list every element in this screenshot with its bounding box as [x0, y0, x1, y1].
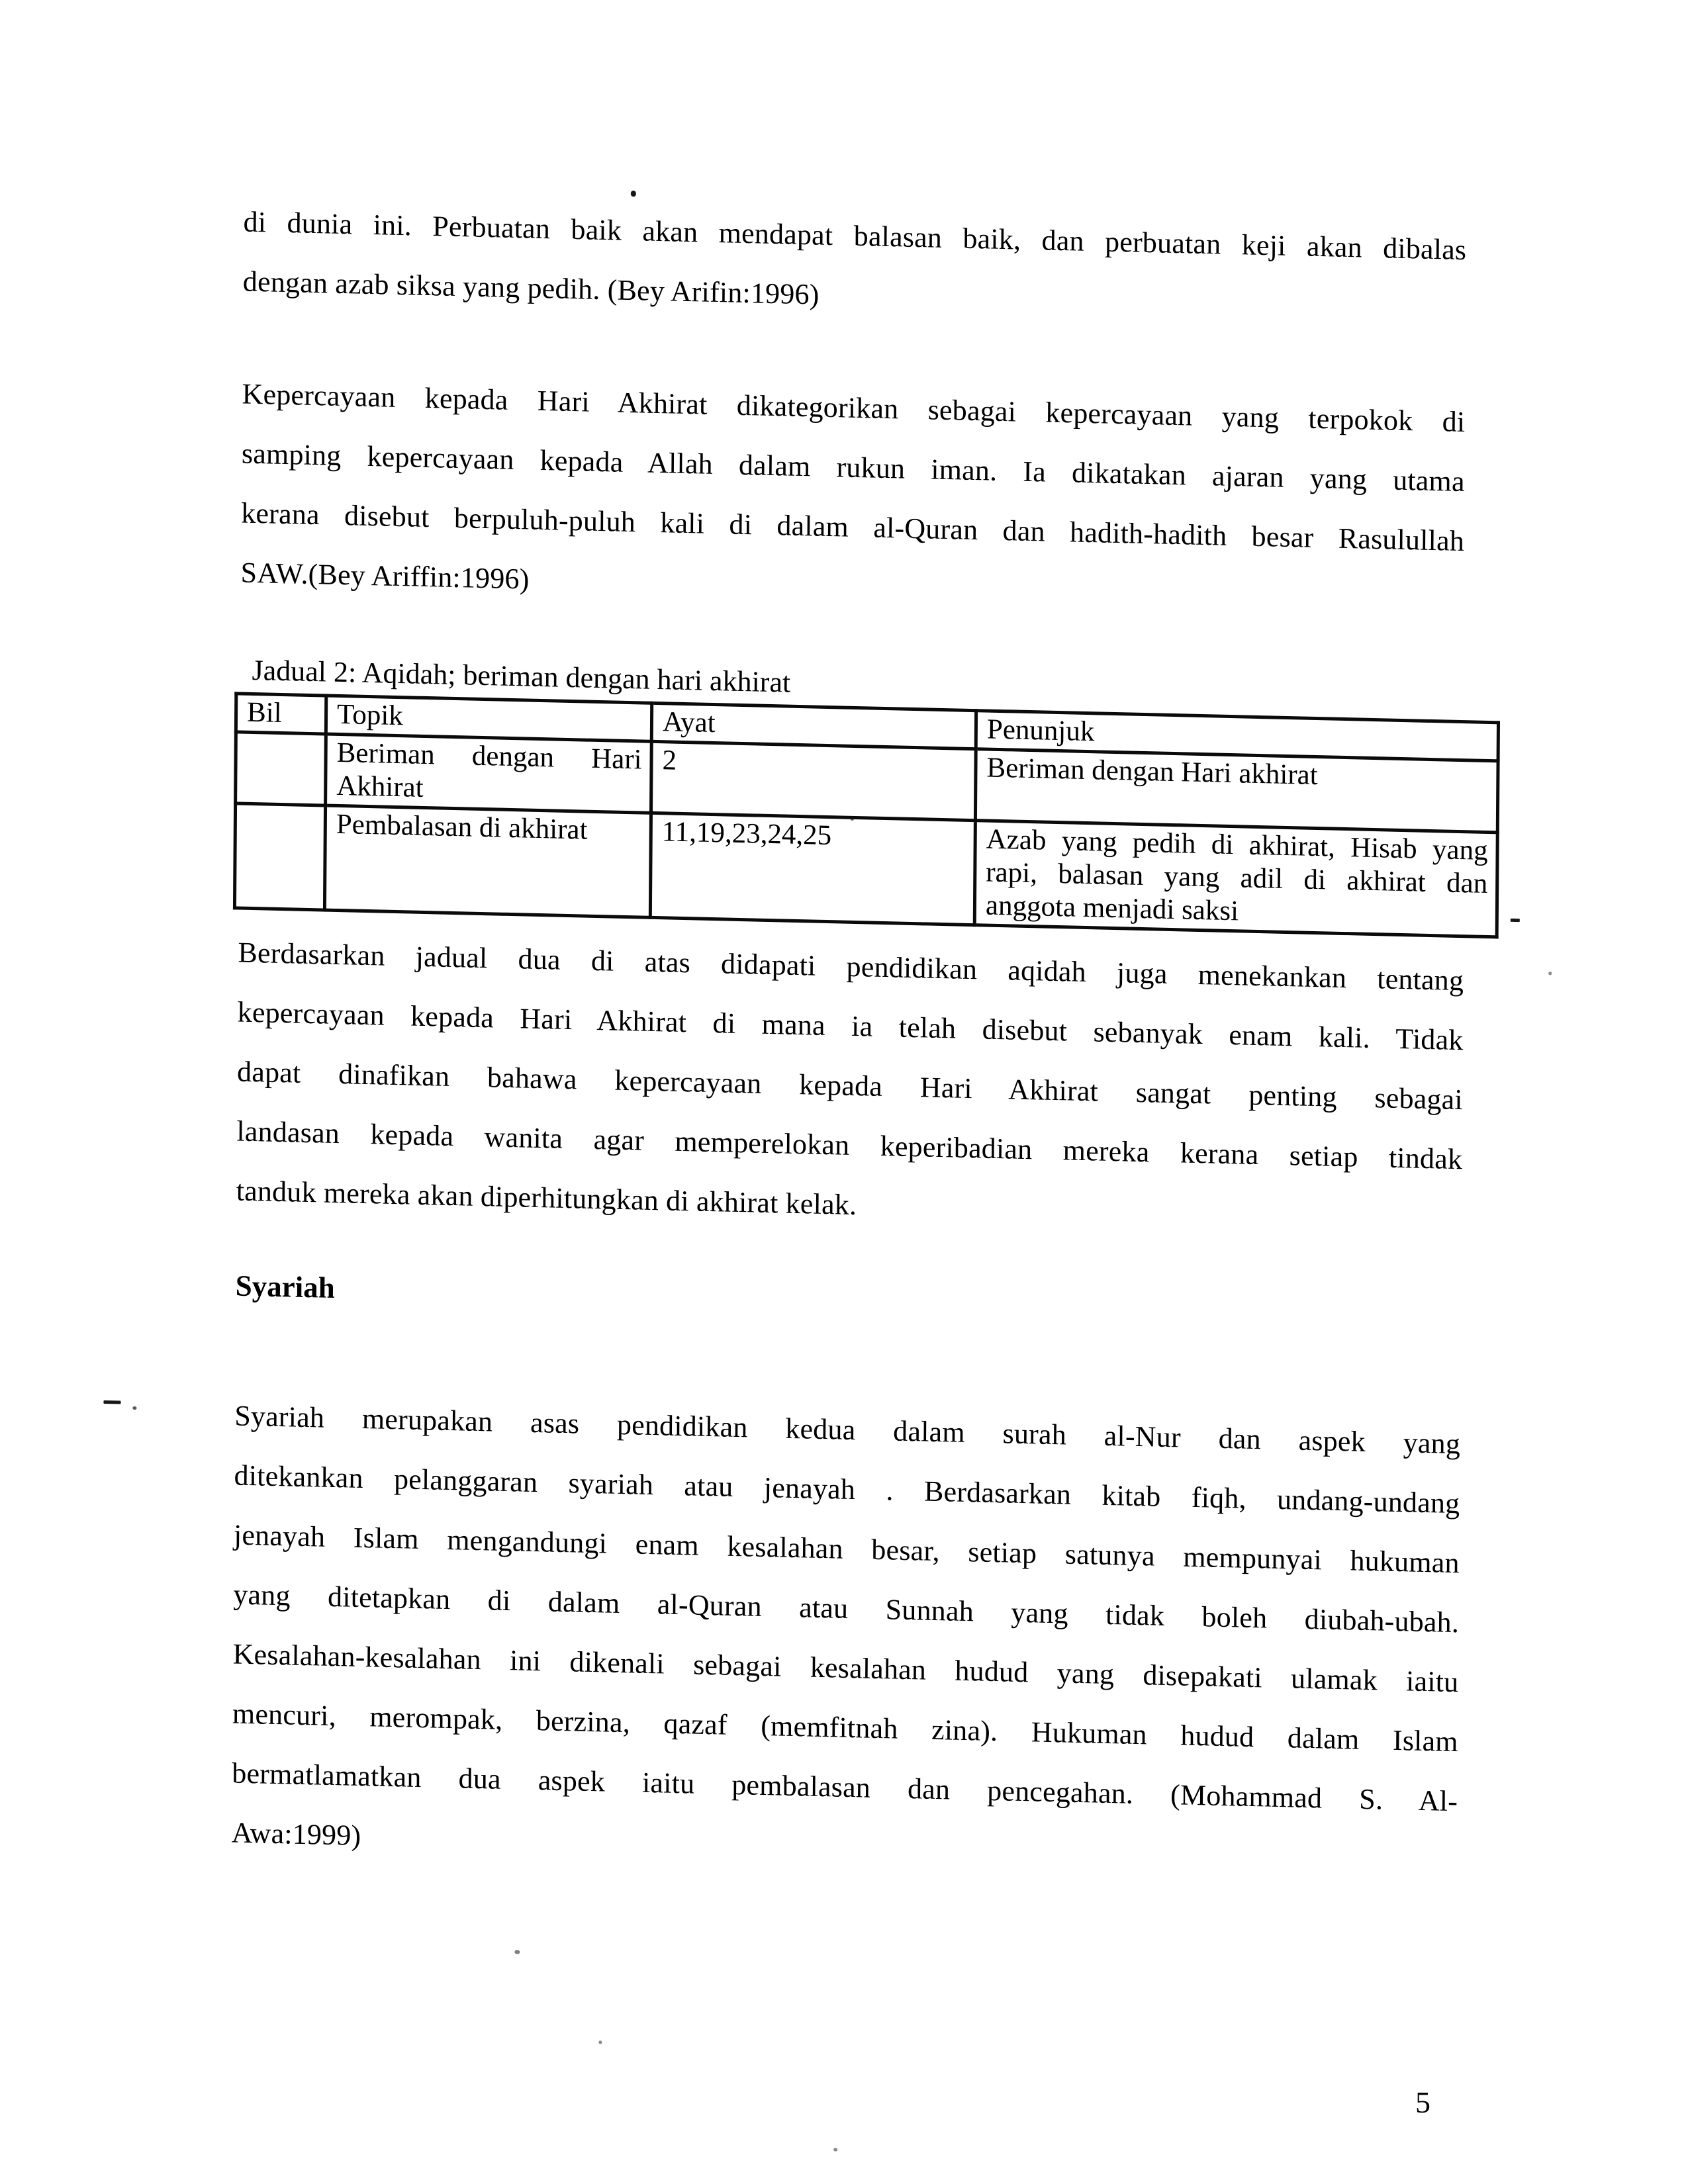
text-line: Awa:1999) [231, 1816, 361, 1852]
paragraph-1 [243, 193, 1467, 340]
scan-artifact [833, 2148, 837, 2152]
text-line: landasan kepada wanita agar memperelokan keperibadian mereka kerana setiap tindak [236, 1115, 1463, 1176]
cell-text-line: Pembalasan di akhirat [336, 808, 588, 846]
cell-text-line: Azab yang pedih di akhirat, Hisab yang [986, 823, 1488, 867]
paragraph-4 [231, 1387, 1460, 1891]
cell-ayat [651, 741, 976, 820]
text-line: Kesalahan-kesalahan ini dikenali sebagai kesalahan hudud yang disepakati ulamak iaitu [232, 1637, 1459, 1699]
cell-text-line: rapi, balasan yang adil di akhirat dan [986, 856, 1488, 900]
scan-artifact [1548, 972, 1552, 975]
cell-text-line: 11,19,23,24,25 [661, 816, 832, 852]
table-caption: Jadual 2: Aqidah; beriman dengan hari akhirat [252, 653, 791, 699]
aqidah-table [233, 692, 1500, 938]
cell-ayat [650, 813, 975, 925]
scan-artifact [514, 1950, 520, 1954]
cell-text-line: Akhirat [336, 770, 424, 803]
text-line: tanduk mereka akan diperhitungkan di akhirat kelak. [236, 1174, 857, 1222]
text-line: Berdasarkan jadual dua di atas didapati pendidikan aqidah juga menekankan tentang [238, 936, 1464, 997]
text-line: samping kepercayaan kepada Allah dalam rukun iman. Ia dikatakan ajaran yang utama [241, 437, 1465, 498]
cell-text-line: 2 [662, 745, 677, 776]
section-heading-syariah: Syariah [235, 1269, 335, 1304]
paragraph-2 [240, 365, 1465, 631]
text-line: dengan azab siksa yang pedih. (Bey Arifin:1996) [242, 265, 820, 311]
cell-topik [324, 805, 651, 917]
text-line: mencuri, merompak, berzina, qazaf (memfitnah zina). Hukuman hudud dalam Islam [232, 1697, 1458, 1758]
column-header-topik: Topik [326, 696, 651, 741]
text-line: yang ditetapkan di dalam al-Quran atau Sunnah yang tidak boleh diubah-ubah. [233, 1578, 1460, 1639]
column-header-ayat: Ayat [651, 703, 976, 749]
scan-artifact [132, 1406, 136, 1410]
cell-bil [236, 732, 326, 805]
text-line: ditekankan pelanggaran syariah atau jenayah . Berdasarkan kitab fiqh, undang-undang [234, 1459, 1460, 1520]
text-line: Kepercayaan kepada Hari Akhirat dikategorikan sebagai kepercayaan yang terpokok di [242, 377, 1466, 439]
text-line: kerana disebut berpuluh-puluh kali di dalam al-Quran dan hadith-hadith besar Rasulullah [241, 496, 1465, 558]
cell-bil [234, 803, 325, 910]
cell-penunjuk [975, 749, 1498, 833]
cell-topik [326, 734, 652, 813]
scan-artifact [103, 1400, 120, 1404]
column-header-penunjuk: Penunjuk [976, 711, 1498, 761]
text-line: bermatlamatkan dua aspek iaitu pembalasan dan pencegahan. (Mohammad S. Al- [232, 1756, 1458, 1818]
text-line: SAW.(Bey Ariffin:1996) [240, 556, 530, 596]
column-header-bil: Bil [236, 694, 326, 734]
cell-text-line: Beriman dengan Hari akhirat [986, 752, 1318, 792]
scan-artifact [598, 2040, 602, 2044]
text-line: jenayah Islam mengandungi enam kesalahan besar, setiap satunya mempunyai hukuman [233, 1518, 1460, 1580]
text-line: dapat dinafikan bahawa kepercayaan kepada Hari Akhirat sangat penting sebagai [236, 1055, 1463, 1116]
scan-artifact [1511, 919, 1520, 922]
text-line: di dunia ini. Perbuatan baik akan mendapat balasan baik, dan perbuatan keji akan dibalas [243, 205, 1467, 267]
text-line: kepercayaan kepada Hari Akhirat di mana ia telah disebut sebanyak enam kali. Tidak [237, 995, 1464, 1057]
text-line: Syariah merupakan asas pendidikan kedua dalam surah al-Nur dan aspek yang [234, 1399, 1461, 1461]
cell-penunjuk [974, 821, 1497, 937]
cell-text-line: anggota menjadi saksi [985, 889, 1239, 927]
paragraph-3 [236, 923, 1464, 1250]
cell-text-line: Beriman dengan Hari [336, 737, 642, 776]
scan-artifact [851, 817, 854, 821]
scan-artifact [631, 191, 636, 197]
page-number: 5 [1415, 2085, 1430, 2119]
